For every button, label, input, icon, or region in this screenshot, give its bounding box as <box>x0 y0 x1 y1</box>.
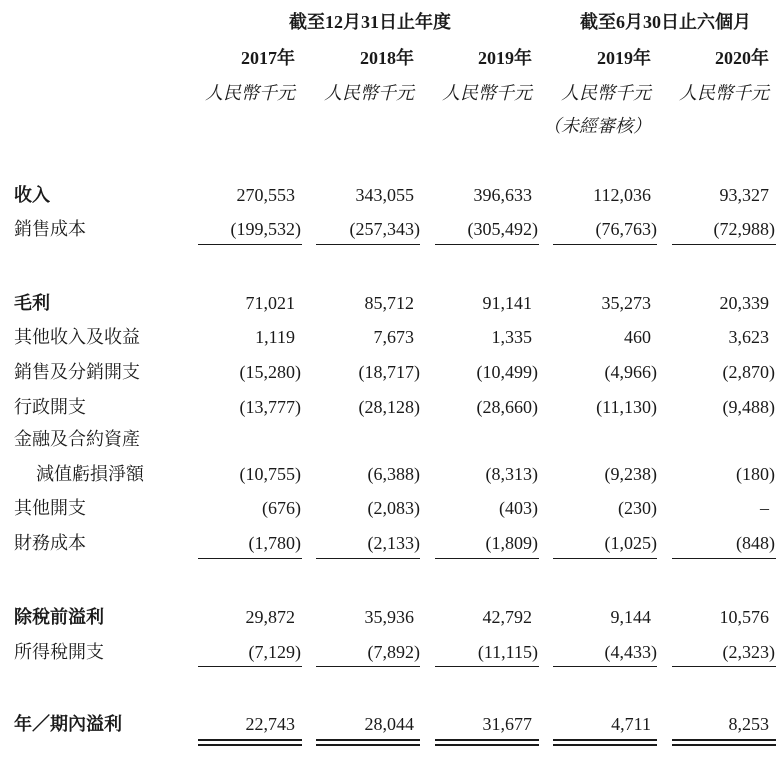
cell-oi-2019h: 460 <box>624 327 651 347</box>
cell-profit-2019: 31,677 <box>482 714 532 734</box>
cell-revenue-2019h: 112,036 <box>593 185 651 205</box>
double-rule-bottom-2019 <box>435 744 539 746</box>
year-header-2020-interim: 2020年 <box>715 48 769 68</box>
rule-tax-2020h <box>672 666 776 667</box>
cell-cos-2019: (305,492) <box>467 219 538 239</box>
cell-gp-2020h: 20,339 <box>719 293 769 313</box>
cell-cos-2017: (199,532) <box>230 219 301 239</box>
cell-fc-2019: (1,809) <box>485 533 538 553</box>
cell-revenue-2017: 270,553 <box>236 185 295 205</box>
cell-fc-2018: (2,133) <box>367 533 420 553</box>
cell-imp-2017: (10,755) <box>239 464 301 484</box>
cell-tax-2018: (7,892) <box>367 642 420 662</box>
row-label-admin-expenses: 行政開支 <box>14 397 86 417</box>
cell-oe-2019: (403) <box>499 498 538 518</box>
unit-header-2020-interim: 人民幣千元 <box>679 83 769 103</box>
cell-tax-2020h: (2,323) <box>722 642 775 662</box>
unit-header-2019-interim: 人民幣千元 <box>561 83 651 103</box>
cell-pbt-2019h: 9,144 <box>610 607 651 627</box>
cell-cos-2018: (257,343) <box>349 219 420 239</box>
cell-pbt-2018: 35,936 <box>364 607 414 627</box>
rule-fc-2018 <box>316 558 420 559</box>
cell-oe-2019h: (230) <box>618 498 657 518</box>
cell-revenue-2019: 396,633 <box>473 185 532 205</box>
rule-tax-2018 <box>316 666 420 667</box>
cell-gp-2019h: 35,273 <box>601 293 651 313</box>
rule-tax-2019h <box>553 666 657 667</box>
year-header-2017: 2017年 <box>241 48 295 68</box>
cell-imp-2019h: (9,238) <box>604 464 657 484</box>
unit-header-2017: 人民幣千元 <box>205 83 295 103</box>
cell-profit-2019h: 4,711 <box>611 714 651 734</box>
row-label-gross-profit: 毛利 <box>14 293 50 313</box>
cell-se-2018: (18,717) <box>358 362 420 382</box>
cell-tax-2017: (7,129) <box>248 642 301 662</box>
cell-ae-2020h: (9,488) <box>722 397 775 417</box>
year-header-2018: 2018年 <box>360 48 414 68</box>
cell-pbt-2017: 29,872 <box>245 607 295 627</box>
row-label-impairment-line1: 金融及合約資產 <box>14 429 140 449</box>
cell-revenue-2020h: 93,327 <box>719 185 769 205</box>
cell-fc-2020h: (848) <box>736 533 775 553</box>
rule-cos-2017 <box>198 244 302 245</box>
unit-header-2018: 人民幣千元 <box>324 83 414 103</box>
cell-ae-2019: (28,660) <box>476 397 538 417</box>
unit-header-2019: 人民幣千元 <box>442 83 532 103</box>
cell-fc-2017: (1,780) <box>248 533 301 553</box>
row-label-profit-for-period: 年／期內溢利 <box>14 714 122 734</box>
header-group-interim: 截至6月30日止六個月 <box>580 12 751 32</box>
double-rule-top-2018 <box>316 739 420 741</box>
cell-se-2019: (10,499) <box>476 362 538 382</box>
double-rule-bottom-2017 <box>198 744 302 746</box>
cell-revenue-2018: 343,055 <box>355 185 414 205</box>
double-rule-bottom-2020h <box>672 744 776 746</box>
year-header-2019: 2019年 <box>478 48 532 68</box>
rule-cos-2019 <box>435 244 539 245</box>
cell-se-2017: (15,280) <box>239 362 301 382</box>
double-rule-bottom-2019h <box>553 744 657 746</box>
cell-cos-2019h: (76,763) <box>595 219 657 239</box>
rule-tax-2019 <box>435 666 539 667</box>
cell-oe-2018: (2,083) <box>367 498 420 518</box>
row-label-impairment-line2: 減值虧損淨額 <box>36 464 144 484</box>
rule-fc-2019h <box>553 558 657 559</box>
cell-gp-2018: 85,712 <box>364 293 414 313</box>
rule-fc-2020h <box>672 558 776 559</box>
cell-tax-2019h: (4,433) <box>604 642 657 662</box>
header-group-annual: 截至12月31日止年度 <box>289 12 451 32</box>
cell-profit-2017: 22,743 <box>245 714 295 734</box>
row-label-cost-of-sales: 銷售成本 <box>14 219 86 239</box>
double-rule-top-2020h <box>672 739 776 741</box>
cell-pbt-2020h: 10,576 <box>719 607 769 627</box>
rule-cos-2018 <box>316 244 420 245</box>
cell-imp-2019: (8,313) <box>485 464 538 484</box>
double-rule-top-2019 <box>435 739 539 741</box>
cell-ae-2019h: (11,130) <box>596 397 657 417</box>
row-label-profit-before-tax: 除稅前溢利 <box>14 607 104 627</box>
rule-cos-2019h <box>553 244 657 245</box>
rule-fc-2019 <box>435 558 539 559</box>
cell-oe-2020h: – <box>760 498 769 518</box>
cell-profit-2018: 28,044 <box>364 714 414 734</box>
cell-oi-2019: 1,335 <box>491 327 532 347</box>
row-label-other-income: 其他收入及收益 <box>14 327 140 347</box>
double-rule-bottom-2018 <box>316 744 420 746</box>
cell-profit-2020h: 8,253 <box>728 714 769 734</box>
cell-se-2019h: (4,966) <box>604 362 657 382</box>
cell-se-2020h: (2,870) <box>722 362 775 382</box>
row-label-income-tax: 所得稅開支 <box>14 642 104 662</box>
row-label-other-expenses: 其他開支 <box>14 498 86 518</box>
cell-pbt-2019: 42,792 <box>482 607 532 627</box>
cell-imp-2020h: (180) <box>736 464 775 484</box>
cell-tax-2019: (11,115) <box>477 642 538 662</box>
cell-oi-2017: 1,119 <box>255 327 295 347</box>
cell-gp-2017: 71,021 <box>245 293 295 313</box>
cell-oe-2017: (676) <box>262 498 301 518</box>
double-rule-top-2017 <box>198 739 302 741</box>
row-label-selling-expenses: 銷售及分銷開支 <box>14 362 140 382</box>
cell-ae-2017: (13,777) <box>239 397 301 417</box>
cell-ae-2018: (28,128) <box>358 397 420 417</box>
cell-cos-2020h: (72,988) <box>713 219 775 239</box>
cell-imp-2018: (6,388) <box>367 464 420 484</box>
cell-fc-2019h: (1,025) <box>604 533 657 553</box>
year-header-2019-interim: 2019年 <box>597 48 651 68</box>
unaudited-note: （未經審核） <box>543 116 651 136</box>
rule-fc-2017 <box>198 558 302 559</box>
cell-oi-2020h: 3,623 <box>728 327 769 347</box>
cell-gp-2019: 91,141 <box>482 293 532 313</box>
double-rule-top-2019h <box>553 739 657 741</box>
cell-oi-2018: 7,673 <box>373 327 414 347</box>
row-label-finance-costs: 財務成本 <box>14 533 86 553</box>
rule-cos-2020h <box>672 244 776 245</box>
row-label-revenue: 收入 <box>14 185 50 205</box>
rule-tax-2017 <box>198 666 302 667</box>
